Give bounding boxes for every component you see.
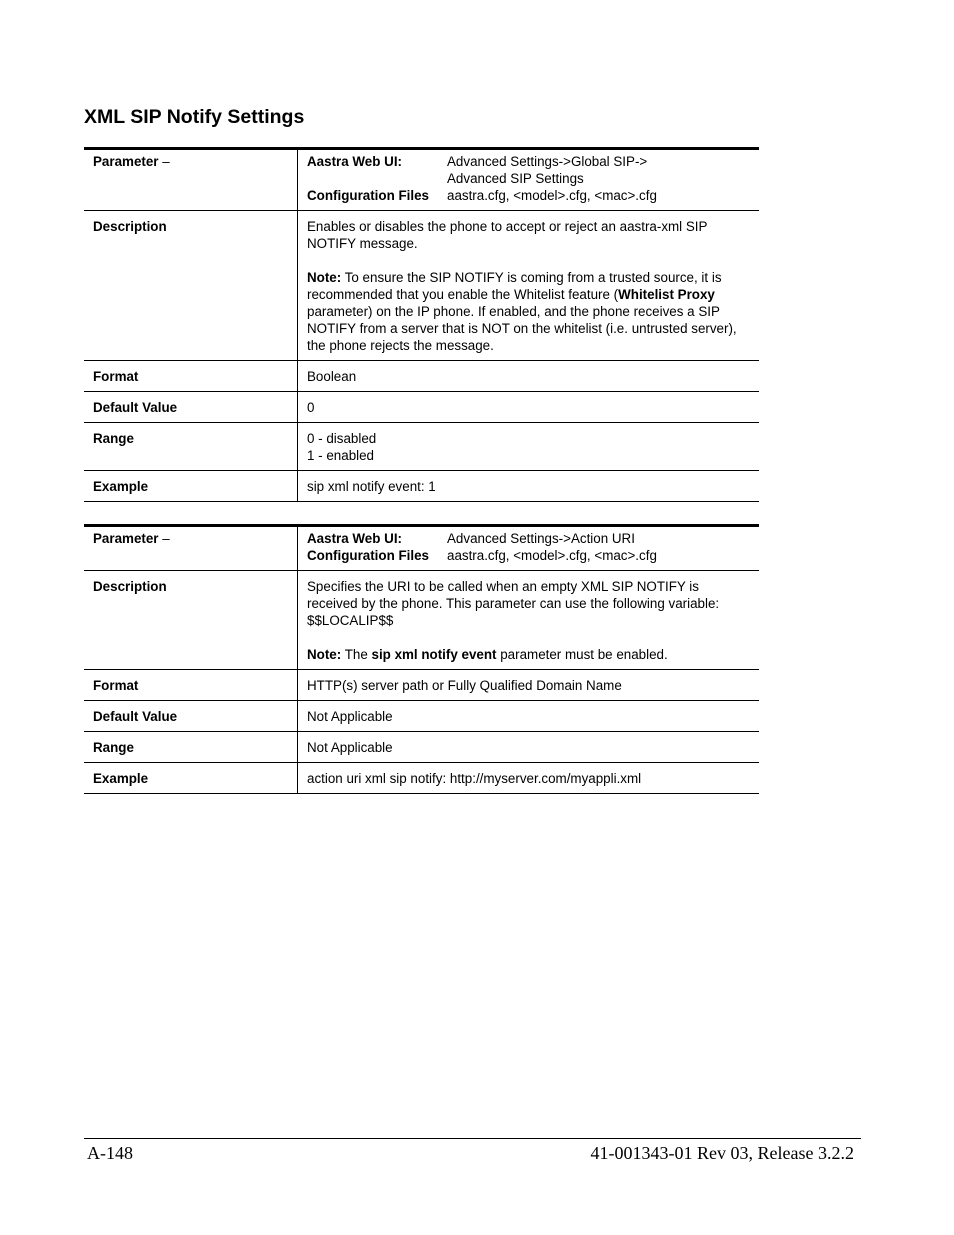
parameter-label: Parameter xyxy=(93,154,159,169)
parameter-source-cell xyxy=(298,149,760,211)
web-ui-path-line-1: Advanced Settings->Global SIP-> xyxy=(447,154,648,169)
example-label: Example xyxy=(84,763,298,794)
range-label: Range xyxy=(84,732,298,763)
parameter-table-sip-xml-notify-event xyxy=(84,147,759,502)
page-number: A-148 xyxy=(87,1143,133,1163)
footer-divider xyxy=(84,1138,861,1139)
format-row xyxy=(84,361,759,392)
description-note xyxy=(307,646,751,663)
default-value-row xyxy=(84,392,759,423)
document-id: 41-001343-01 Rev 03, Release 3.2.2 xyxy=(590,1143,854,1163)
note-label: Note: xyxy=(307,270,342,285)
format-row xyxy=(84,670,759,701)
config-files-key: Configuration Files xyxy=(307,548,429,563)
section-heading: XML SIP Notify Settings xyxy=(84,106,305,128)
parameter-dash: – xyxy=(158,154,170,169)
note-text-b: parameter must be enabled. xyxy=(496,647,668,662)
description-text: Specifies the URI to be called when an empty XML SIP NOTIFY is received by the phone. This parameter can use the following variable: $$LOCALIP$$ xyxy=(307,579,720,628)
parameter-row xyxy=(84,149,759,211)
default-value-label: Default Value xyxy=(84,701,298,732)
config-files-key: Configuration Files xyxy=(307,188,429,203)
default-value-label: Default Value xyxy=(84,392,298,423)
example-label: Example xyxy=(84,471,298,502)
example-value: action uri xml sip notify: http://myserver.com/myappli.xml xyxy=(298,763,760,794)
example-row xyxy=(84,763,759,794)
description-label: Description xyxy=(84,571,298,670)
example-row xyxy=(84,471,759,502)
parameter-label-cell xyxy=(84,149,298,211)
web-ui-key: Aastra Web UI: xyxy=(307,154,402,169)
range-label: Range xyxy=(84,423,298,471)
range-value-2: 1 - enabled xyxy=(307,448,375,463)
default-value-row xyxy=(84,701,759,732)
note-text-a: To ensure the SIP NOTIFY is coming from a trusted source, it is recommended that you enable the Whitelist feature ( xyxy=(307,270,722,302)
note-label: Note: xyxy=(307,647,342,662)
range-value-1: 0 - disabled xyxy=(307,431,377,446)
example-value: sip xml notify event: 1 xyxy=(298,471,760,502)
description-row xyxy=(84,571,759,670)
range-cell xyxy=(298,423,760,471)
description-row xyxy=(84,211,759,361)
range-row xyxy=(84,423,759,471)
note-bold-term: Whitelist Proxy xyxy=(618,287,715,302)
note-text-b: parameter) on the IP phone. If enabled, and the phone receives a SIP NOTIFY from a server that is NOT on the whitelist (i.e. untrusted server), the phone rejects the message. xyxy=(307,304,737,353)
format-value: HTTP(s) server path or Fully Qualified Domain Name xyxy=(298,670,760,701)
description-cell xyxy=(298,211,760,361)
web-ui-path-line-1: Advanced Settings->Action URI xyxy=(447,531,635,546)
range-value-1: Not Applicable xyxy=(298,732,760,763)
config-files-value: aastra.cfg, <model>.cfg, <mac>.cfg xyxy=(447,548,657,563)
parameter-table-action-uri-xml-sip-notify xyxy=(84,524,759,794)
parameter-label-cell xyxy=(84,526,298,571)
config-files-value: aastra.cfg, <model>.cfg, <mac>.cfg xyxy=(447,188,657,203)
format-label: Format xyxy=(84,670,298,701)
default-value: Not Applicable xyxy=(298,701,760,732)
web-ui-path-line-2: Advanced SIP Settings xyxy=(447,171,584,186)
format-value: Boolean xyxy=(298,361,760,392)
parameter-source-cell xyxy=(298,526,760,571)
description-label: Description xyxy=(84,211,298,361)
web-ui-key: Aastra Web UI: xyxy=(307,531,402,546)
description-cell xyxy=(298,571,760,670)
range-row xyxy=(84,732,759,763)
parameter-dash: – xyxy=(158,531,170,546)
parameter-row xyxy=(84,526,759,571)
parameter-label: Parameter xyxy=(93,531,159,546)
note-text-a: The xyxy=(341,647,372,662)
note-bold-term: sip xml notify event xyxy=(371,647,497,662)
description-note xyxy=(307,269,751,354)
default-value: 0 xyxy=(298,392,760,423)
description-text: Enables or disables the phone to accept or reject an aastra-xml SIP NOTIFY message. xyxy=(307,219,708,251)
format-label: Format xyxy=(84,361,298,392)
